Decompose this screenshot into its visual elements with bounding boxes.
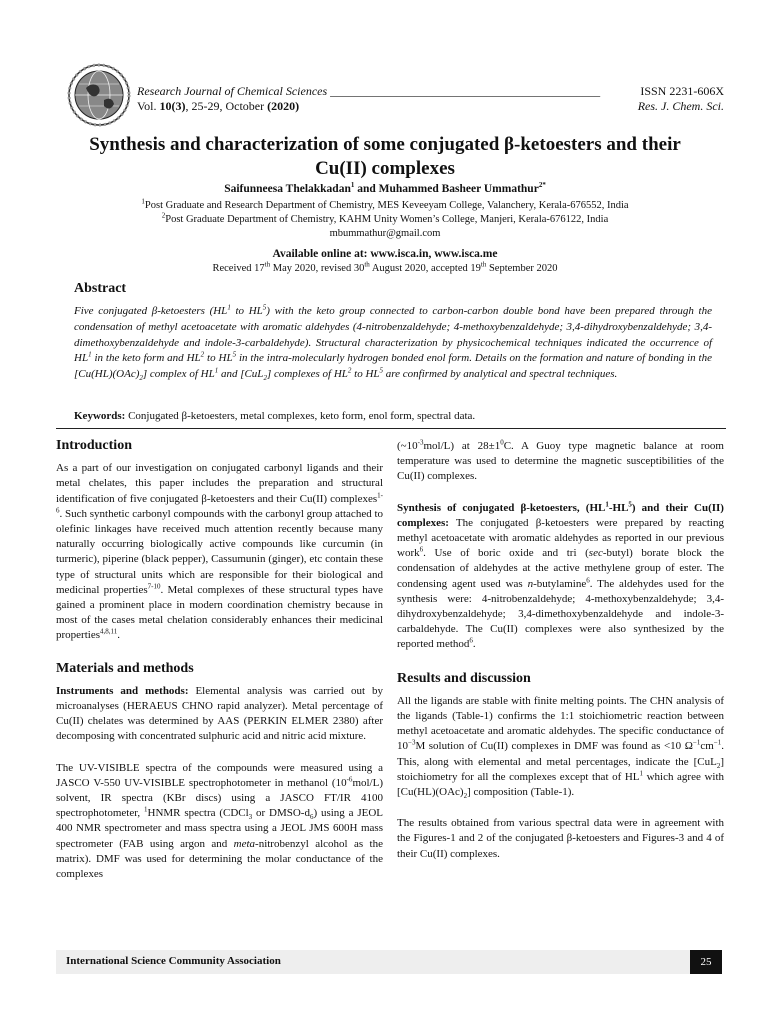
syn-seg: -butylamine <box>533 577 587 590</box>
intro-seg: . Such synthetic carbonyl compounds with the carbonyl group attached to olefinic linkages have received much attention recently because many naturally occurring biologically active compounds like curcumin (in turmeric), piperine (black pepper), Cassumunin (ginger), etc contain these type of structural units which are responsible for their biological and medicinal properties <box>56 507 384 596</box>
authors <box>40 183 730 195</box>
syn-label-seg: Synthesis of conjugated β-ketoesters, (HL <box>397 501 606 514</box>
journal-logo-globe <box>66 62 132 128</box>
syn-label-seg: -HL <box>608 501 629 514</box>
left-column <box>56 438 383 882</box>
res-sub: 2 <box>716 761 721 770</box>
introduction-heading: Introduction <box>56 438 132 453</box>
abstract-seg: to HL <box>230 305 263 317</box>
issn: ISSN 2231-606X <box>640 84 724 98</box>
abstract-sup: 2 <box>347 366 352 375</box>
results-paragraph-2: The results obtained from various spectral data were in agreement with the Figures-1 and 2 of the conjugated β-ketoesters and Figures-3 and 4 of their Cu(II) complexes. <box>397 817 724 860</box>
author-sep: and <box>354 183 379 195</box>
uv-seg: -nitrobenzyl alcohol as the matrix). DMF was used for determining the molar conductance of the complexes <box>56 837 383 881</box>
abstract-seg: ] complexes of HL <box>266 368 348 381</box>
syn-italic: n <box>527 577 534 590</box>
res-seg: M solution of Cu(II) complexes in DMF was found as <10 Ω <box>415 740 693 753</box>
received-part: Received 17 <box>212 263 265 274</box>
abstract-seg: to HL <box>351 368 380 381</box>
syn-seg: . <box>472 638 476 651</box>
author-1: Saifunneesa Thelakkadan <box>224 183 351 195</box>
abstract-sub: 2 <box>139 374 143 383</box>
res-seg: cm <box>700 740 714 753</box>
affiliation-1 <box>40 199 730 212</box>
res-sup: 1 <box>639 769 643 778</box>
page-number: 25 <box>690 950 722 974</box>
citation: 7-10 <box>147 582 161 591</box>
journal-header-right <box>600 84 724 114</box>
uv-seg: HNMR spectra (CDCl <box>147 807 249 820</box>
header-rule: _____________________________________________ <box>330 84 601 98</box>
cont-seg: C. A Guoy type magnetic balance at room temperature was used to determine the magnetic susceptibilities of the Cu(II) complexes. <box>397 440 724 483</box>
accepted-sup: th <box>480 260 487 269</box>
res-seg: . This, along with elemental and metal percentages, indicate the [CuL <box>397 740 724 768</box>
keywords-text: Conjugated β-ketoesters, metal complexes, keto form, enol form, spectral data. <box>125 410 476 422</box>
synthesis-paragraph <box>397 501 724 653</box>
intro-seg: As a part of our investigation on conjugated carbonyl ligands and their metal chelates, this paper includes the preparation and structural identification of five conjugated β-ketoesters and their Cu(II) complexes <box>56 462 383 505</box>
author-1-affil: 1 <box>350 181 355 190</box>
title-line-2: Cu(II) complexes <box>315 158 455 179</box>
abstract-sup: 5 <box>232 350 237 359</box>
syn-label-sup: 1 <box>605 499 609 508</box>
accepted-part: August 2020, accepted 19 <box>369 263 481 274</box>
received-dates <box>40 260 730 274</box>
abstract-sub: 2 <box>263 374 267 383</box>
footer-organization: International Science Community Association <box>66 955 281 967</box>
right-column <box>397 439 724 862</box>
volume-year: (2020) <box>267 99 300 113</box>
abstract-seg: ] complex of HL <box>142 368 215 381</box>
intro-seg: . Metal complexes of these structural types have gained a prominent place in modern coordination chemistry because in most of the cases metal chelation considerably enhances their medicinal properties <box>56 583 383 642</box>
syn-italic: sec <box>588 547 603 560</box>
uv-seg: or DMSO-d <box>252 807 310 820</box>
abstract-seg: ) with the keto group connected to carbon-carbon double bond have been prepared through the condensation of methyl acetoacetate with aromatic aldehydes (4-nitrobenzaldehyde; 4-methoxybenzaldehyde; 3,4-dihydroxybenzaldehyde; 3,4-dimethoxybenzaldehyde and indole-3-carbaldehyde). Structural characterization by physicochemical techniques indicated the occurrence of HL <box>74 305 712 365</box>
affiliation-1-text: Post Graduate and Research Department of Chemistry, MES Keveeyam College, Valanchery, Kerala-676552, India <box>144 200 629 211</box>
res-sup: −1 <box>713 738 722 747</box>
instruments-text: Elemental analysis was carried out by microanalyses (HERAEUS CHNO rapid analyzer). Metal percentage of Cu(II) chelates was determined by AAS (PERKIN ELMER 2380) after decomposing with concentrated sulphuric acid and nitric acid mixture. <box>56 684 383 743</box>
res-seg: All the ligands are stable with finite melting points. The CHN analysis of the ligands (Table-1) confirms the 1:1 stoichiometric reaction between methyl acetoacetate and aromatic aldehydes. The specific conductance of 10 <box>397 694 724 753</box>
abstract-seg: are confirmed by analytical and spectral techniques. <box>383 368 618 381</box>
syn-seg: -butyl) borate block the condensation of aldehydes at the active methylene group of ester. The condensing agent used was <box>397 547 724 590</box>
revised-sup: th <box>364 260 370 269</box>
available-online: Available online at: www.isca.in, www.isca.me <box>272 248 498 260</box>
abstract-heading: Abstract <box>74 281 127 296</box>
received-sup: th <box>264 260 271 269</box>
abstract-sup: 5 <box>262 303 267 312</box>
journal-header-left <box>137 84 622 114</box>
uv-sup: 1 <box>144 805 148 814</box>
results-heading: Results and discussion <box>397 670 531 686</box>
paper-title <box>40 133 730 181</box>
keywords-label: Keywords: <box>74 410 126 422</box>
res-seg: ] composition (Table-1). <box>467 786 575 799</box>
syn-seg: The conjugated β-ketoesters were prepared by reacting methyl acetoacetate with aromatic aldehydes as reported in our previous work <box>397 516 724 560</box>
keywords <box>74 410 714 422</box>
abstract-sup: 5 <box>379 366 384 375</box>
instruments-paragraph <box>56 684 383 745</box>
cont-sup: -3 <box>417 438 424 447</box>
affiliation-2-text: Post Graduate Department of Chemistry, KAHM Unity Women’s College, Manjeri, Kerala-676122, India <box>165 214 609 225</box>
abstract-sup: 1 <box>214 366 219 375</box>
abstract-seg: in the keto form and HL <box>91 352 201 365</box>
syn-label-seg: ) and their Cu(II) complexes: <box>397 501 724 529</box>
res-sub: 2 <box>463 792 468 801</box>
uv-seg: mol/L) solvent, IR spectra (KBr discs) using a JASCO FT/IR 4100 spectrophotometer, <box>56 776 383 820</box>
res-sup: −3 <box>408 738 416 747</box>
conductance-paragraph <box>397 439 724 485</box>
affiliation-2-num: 2 <box>161 211 166 220</box>
cont-sup: 0 <box>500 438 504 447</box>
citation: 1-6 <box>56 490 383 515</box>
citation: 6 <box>586 575 590 584</box>
materials-heading: Materials and methods <box>56 660 194 676</box>
citation: 6 <box>419 545 424 554</box>
author-2-affil: 2* <box>538 181 546 190</box>
volume-pages: , 25-29, October <box>185 99 268 113</box>
author-2: Muhammed Basheer Ummathur <box>378 183 539 195</box>
uv-paragraph <box>56 761 383 883</box>
uv-sub: 6 <box>309 813 314 822</box>
introduction-paragraph <box>56 461 383 643</box>
corresponding-email: mbummathur@gmail.com <box>329 228 441 239</box>
cont-seg: (~10 <box>397 440 418 452</box>
volume-prefix: Vol. <box>137 99 160 113</box>
instruments-label: Instruments and methods: <box>56 684 189 697</box>
syn-label-sup: 5 <box>628 499 632 508</box>
results-paragraph-1 <box>397 694 724 800</box>
abstract-sup: 1 <box>88 350 92 359</box>
uv-seg: The UV-VISIBLE spectra of the compounds were measured using a JASCO V-550 UV-VISIBLE spectrophotometer in methanol (10 <box>56 761 383 789</box>
abstract-seg: in the intra-molecularly hydrogen bonded enol form. Details on the formation and nature of bonding in the [Cu(HL)(OAc) <box>74 352 712 381</box>
citation: 6 <box>469 636 473 645</box>
section-divider <box>56 428 726 429</box>
journal-abbrev: Res. J. Chem. Sci. <box>637 99 724 113</box>
affiliation-2 <box>40 213 730 226</box>
volume-number: 10(3) <box>159 99 186 113</box>
citation: 4,8,11 <box>99 627 118 636</box>
uv-italic: meta <box>233 837 256 850</box>
cont-seg: mol/L) at 28±1 <box>423 440 501 452</box>
revised-part: May 2020, revised 30 <box>270 263 365 274</box>
abstract-seg: Five conjugated β-ketoesters (HL <box>74 305 228 317</box>
intro-seg: . <box>117 629 120 642</box>
abstract-text <box>74 304 712 383</box>
journal-name: Research Journal of Chemical Sciences <box>137 84 328 98</box>
abstract-sup: 2 <box>200 350 205 359</box>
syn-seg: . The aldehydes used for the synthesis were: 4-nitrobenzaldehyde; 4-methoxybenzaldehyde; 3,4-dihydroxybenzaldehyde; 3,4-dimethoxybenzaldehyde and indole-3-carbaldehyde. The Cu(II) complexes were also synthesized by the reported method <box>397 577 724 651</box>
title-line-1: Synthesis and characterization of some conjugated β-ketoesters and their <box>89 134 681 155</box>
res-seg: which agree with [Cu(HL)(OAc) <box>397 770 725 799</box>
uv-seg: ) using a JEOL 400 NMR spectrometer and mass spectra using a JEOL JMS 600H mass spectrometer (FAB using argon and <box>56 807 383 850</box>
uv-sup: -6 <box>346 775 353 784</box>
syn-seg: . Use of boric oxide and tri ( <box>423 547 589 560</box>
abstract-seg: to HL <box>204 352 233 365</box>
uv-sub: 3 <box>248 813 253 822</box>
abstract-sup: 1 <box>227 303 231 312</box>
abstract-seg: and [CuL <box>218 368 264 381</box>
res-sup: −1 <box>692 738 701 747</box>
res-seg: ] stoichiometry for all the complexes except that of HL <box>397 755 724 783</box>
accepted-end: September 2020 <box>486 263 558 274</box>
affiliation-1-num: 1 <box>141 197 145 206</box>
